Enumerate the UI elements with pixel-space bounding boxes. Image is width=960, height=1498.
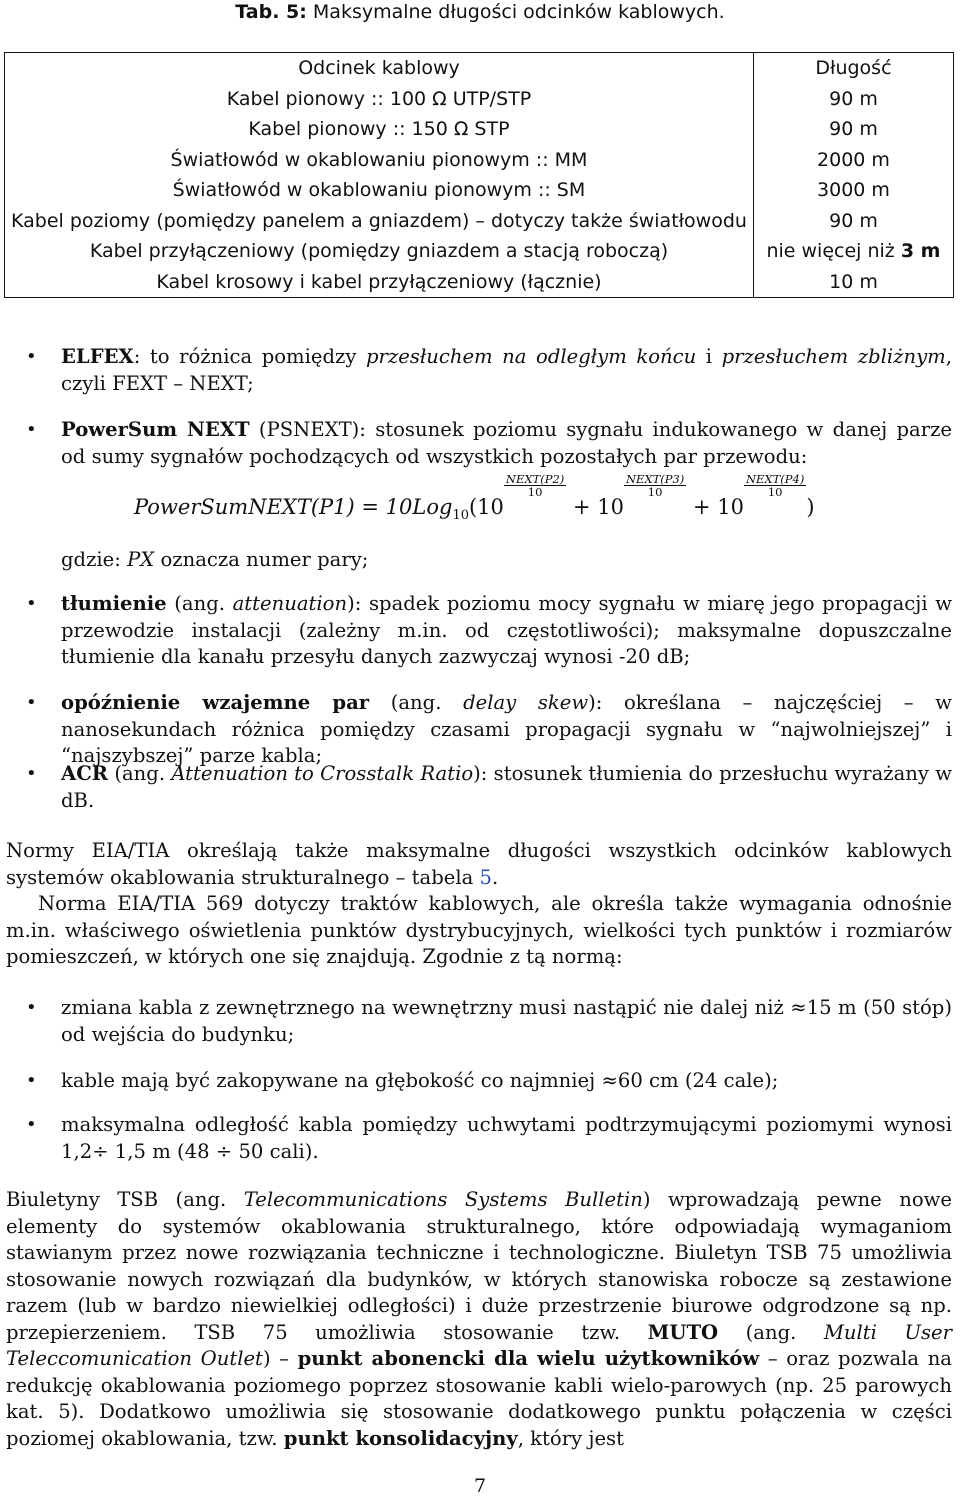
elfex-item — [61, 344, 952, 397]
table-header-row — [5, 53, 954, 84]
attenuation-text-2: ): spadek poziomu mocy sygnału w miarę jego propagacji w przewodzie instalacji (zależny m.in. od częstotliwości); maksymalne dopuszczalne tłumienie dla kanału przesyłu danych zazwyczaj wynosi -20 dB; — [61, 592, 952, 668]
formula-subscript: 10 — [452, 508, 469, 524]
cable-length-table — [4, 52, 954, 298]
list-item: kable mają być zakopywane na głębokość co najmniej ≈60 cm (24 cale); — [61, 1069, 779, 1092]
bullet-dot: • — [26, 346, 37, 367]
table-reference-link[interactable]: 5 — [479, 865, 492, 889]
formula-exponent — [624, 473, 686, 498]
segment-cell: Kabel krosowy i kabel przyłączeniowy (łącznie) — [5, 267, 754, 298]
skew-term: opóźnienie wzajemne par — [61, 691, 370, 714]
segment-cell: Światłowód w okablowaniu pionowym :: SM — [5, 175, 754, 206]
attenuation-item — [61, 591, 952, 671]
paragraph-eia-569 — [6, 891, 952, 971]
formula-plus: + 10 — [692, 495, 744, 519]
header-segment: Odcinek kablowy — [5, 53, 754, 84]
length-cell: 10 m — [753, 267, 953, 298]
where-text: oznacza numer pary; — [154, 548, 369, 571]
table-row — [5, 145, 954, 176]
acr-item — [61, 761, 952, 814]
paragraph-norms — [6, 838, 952, 891]
paragraph-bold: punkt abonencki dla wielu użytkowników — [297, 1347, 760, 1370]
bullet-dot: • — [26, 419, 37, 440]
paragraph-text: ) – — [262, 1347, 298, 1370]
table-row — [5, 236, 954, 267]
length-cell: 3000 m — [753, 175, 953, 206]
exponent-numerator: NEXT(P4) — [745, 472, 805, 486]
length-cell: 90 m — [753, 84, 953, 115]
bullet-dot: • — [26, 763, 37, 784]
attenuation-italic: attenuation — [232, 592, 348, 615]
segment-cell: Światłowód w okablowaniu pionowym :: MM — [5, 145, 754, 176]
elfex-term: ELFEX — [61, 345, 134, 368]
length-value: 3 m — [900, 240, 941, 263]
psnext-term: PowerSum NEXT — [61, 418, 250, 441]
psnext-where — [61, 547, 952, 574]
table-row — [5, 175, 954, 206]
formula-lhs: PowerSumNEXT(P1) = 10Log — [134, 495, 453, 519]
acr-text-2: ): stosunek tłumienia do przesłuchu wyrażany w dB. — [61, 762, 952, 812]
table-row — [5, 206, 954, 237]
length-cell: 2000 m — [753, 145, 953, 176]
table-row — [5, 267, 954, 298]
bullet-dot: • — [26, 593, 37, 614]
psnext-formula — [134, 472, 815, 536]
paragraph-text: , który jest — [517, 1426, 624, 1450]
formula-base: (10 — [468, 495, 504, 519]
skew-text-2: ): określana – najczęściej – w nanosekundach różnica pomiędzy czasami propagacji sygnału w “najwolniejszej” i “najszybszej” parze kabla; — [61, 691, 952, 767]
acr-text: (ang. — [108, 762, 172, 785]
skew-italic: delay skew — [463, 691, 589, 714]
bullet-dot: • — [26, 1070, 37, 1091]
header-length: Długość — [753, 53, 953, 84]
skew-item — [61, 690, 952, 770]
elfex-text-3: , czyli FEXT – NEXT; — [61, 345, 952, 395]
paragraph-italic: Telecommunications Systems Bulletin — [243, 1188, 643, 1211]
psnext-text: (PSNEXT): stosunek poziomu sygnału indukowanego w danej parze od sumy sygnałów pochodzących od wszystkich pozostałych par przewodu: — [61, 418, 952, 468]
attenuation-text: (ang. — [166, 592, 233, 615]
where-label: gdzie: — [61, 548, 128, 571]
skew-text: (ang. — [369, 691, 464, 714]
where-variable: PX — [127, 548, 155, 571]
elfex-text: : to różnica pomiędzy — [133, 345, 366, 368]
paragraph-bold: MUTO — [647, 1320, 719, 1344]
length-prefix: nie więcej niż — [766, 240, 895, 263]
acr-italic: Attenuation to Crosstalk Ratio — [171, 762, 474, 785]
paragraph-text: – oraz pozwala na redukcję okablowania poziomego poprzez stosowanie kabli wielo-parowych (np. 25 parowych kat. 5). Dodatkowo umożliwia się stosowanie dodatkowego punktu połączenia w części poziomej okablowania, tzw. — [6, 1347, 952, 1450]
page-number: 7 — [473, 1475, 487, 1497]
exponent-denominator: 10 — [647, 485, 663, 499]
paragraph-text: Norma EIA/TIA 569 dotyczy traktów kablowych, ale określa także wymagania odnośnie m.in. właściwego oświetlenia punktów dystrybucyjnych, wielkości tych punktów i rozmiarów pomieszczeń, w których one się znajdują. Zgodnie z tą normą: — [6, 892, 952, 968]
formula-plus: + 10 — [572, 495, 624, 519]
paragraph-text: Biuletyny TSB (ang. — [6, 1188, 244, 1211]
list-item: zmiana kabla z zewnętrznego na wewnętrzny musi nastąpić nie dalej niż ≈15 m (50 stóp) od wejścia do budynku; — [61, 996, 952, 1046]
exponent-denominator: 10 — [527, 485, 543, 499]
exponent-numerator: NEXT(P2) — [505, 472, 565, 486]
paragraph-tsb — [6, 1187, 952, 1452]
list-item: maksymalna odległość kabla pomiędzy uchwytami podtrzymującymi poziomymi wynosi 1,2÷ 1,5 m (48 ÷ 50 cali). — [61, 1113, 952, 1163]
psnext-item — [61, 417, 952, 470]
formula-close: ) — [806, 495, 815, 519]
caption-label: Tab. 5: — [235, 1, 307, 23]
length-cell — [753, 236, 953, 267]
bullet-dot: • — [26, 1114, 37, 1135]
paragraph-text: ) wprowadzają pewne nowe elementy do systemów okablowania strukturalnego, które odpowiadają wymaganiom stawianym przez nowe rozwiązania techniczne i technologiczne. Biuletyn TSB 75 umożliwia stosowanie nowych rozwiązań dla budynków, w których stanowiska robocze są zestawione razem (lub w bardzo niewielkiej odległości) i duże przestrzenie biurowe odgrodzone są np. przepierzeniem. TSB 75 umożliwia stosowanie tzw. — [6, 1188, 952, 1344]
bullet-dot: • — [26, 692, 37, 713]
table-row — [5, 84, 954, 115]
paragraph-end: . — [491, 865, 499, 889]
caption-text: Maksymalne długości odcinków kablowych. — [312, 1, 725, 23]
formula-exponent — [744, 473, 806, 498]
elfex-text-2: i — [696, 345, 722, 368]
exponent-denominator: 10 — [767, 485, 783, 499]
elfex-italic-1: przesłuchem na odległym końcu — [366, 345, 697, 368]
paragraph-bold: punkt konsolidacyjny — [283, 1426, 518, 1450]
formula-exponent — [504, 473, 566, 498]
table-caption — [0, 0, 960, 24]
paragraph-text: (ang. — [718, 1320, 824, 1344]
length-cell: 90 m — [753, 114, 953, 145]
acr-term: ACR — [61, 762, 109, 785]
paragraph-italic: Multi User Teleccomunication Outlet — [6, 1320, 952, 1370]
table-row — [5, 114, 954, 145]
attenuation-term: tłumienie — [61, 592, 167, 615]
segment-cell: Kabel poziomy (pomiędzy panelem a gniazdem) – dotyczy także światłowodu — [5, 206, 754, 237]
bullet-dot: • — [26, 997, 37, 1018]
segment-cell: Kabel pionowy :: 150 Ω STP — [5, 114, 754, 145]
paragraph-text: Normy EIA/TIA określają także maksymalne długości wszystkich odcinków kablowych systemów okablowania strukturalnego – tabela — [6, 839, 952, 889]
segment-cell: Kabel pionowy :: 100 Ω UTP/STP — [5, 84, 754, 115]
elfex-italic-2: przesłuchem zbliżnym — [721, 345, 946, 368]
exponent-numerator: NEXT(P3) — [625, 472, 685, 486]
length-cell: 90 m — [753, 206, 953, 237]
segment-cell: Kabel przyłączeniowy (pomiędzy gniazdem a stacją roboczą) — [5, 236, 754, 267]
